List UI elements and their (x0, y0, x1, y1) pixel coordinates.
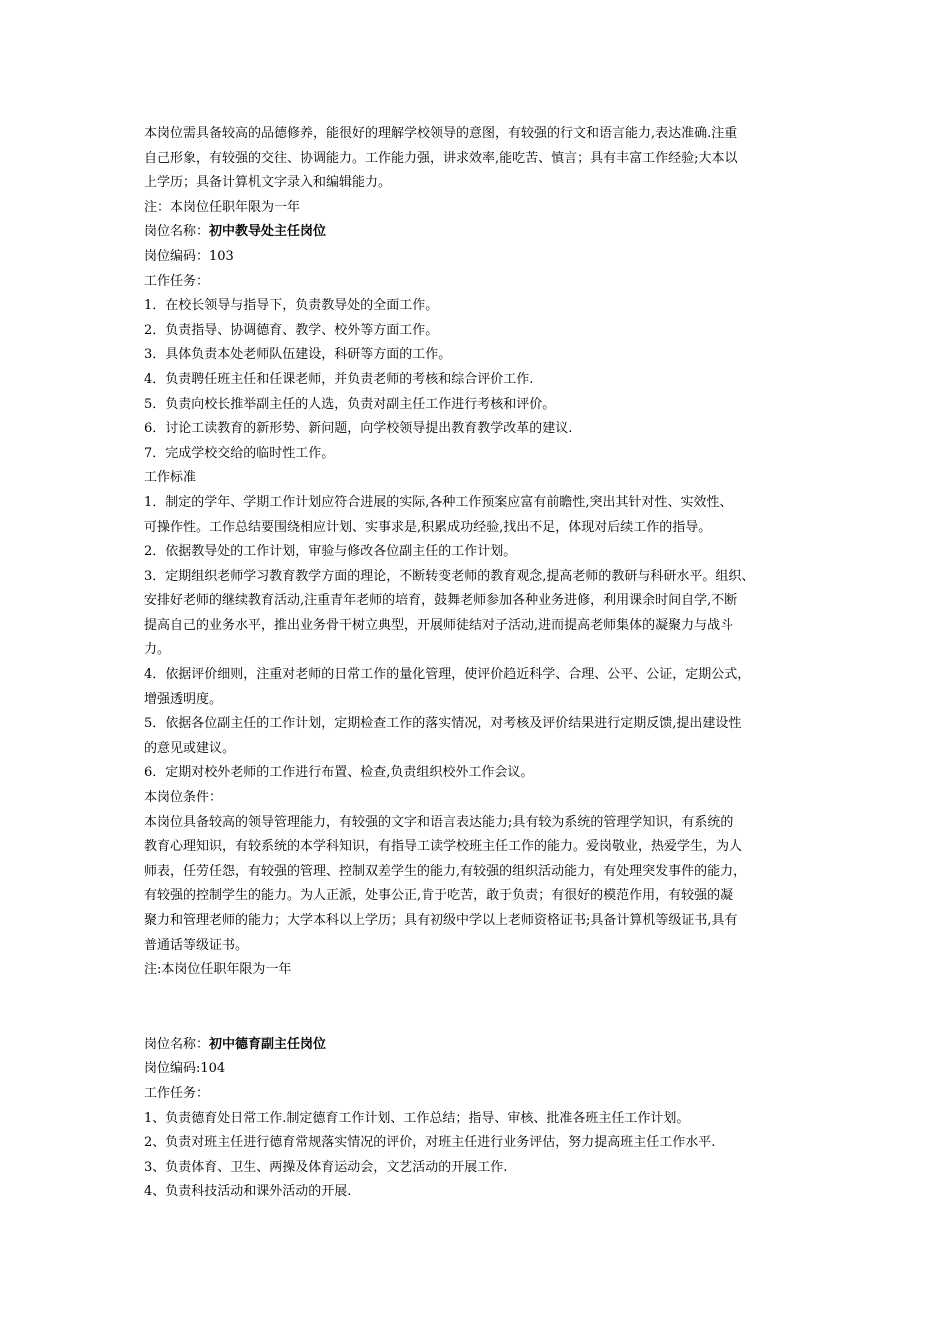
condition-line: 教育心理知识，有较系统的本学科知识，有指导工读学校班主任工作的能力。爱岗敬业，热爱学生，为人 (144, 839, 743, 855)
task-item: 3．具体负责本处老师队伍建设，科研等方面的工作。 (144, 347, 452, 363)
standard-line: 力。 (144, 642, 171, 658)
term-note: 注:本岗位任职年限为一年 (144, 962, 292, 978)
standard-line: 可操作性。工作总结要围绕相应计划、实事求是,积累成功经验,找出不足，体现对后续工作的指导。 (144, 519, 712, 535)
task-item: 2．负责指导、协调德育、教学、校外等方面工作。 (144, 322, 439, 338)
task-item: 3、负责体育、卫生、两操及体育运动会，文艺活动的开展工作. (144, 1159, 508, 1175)
standard-line: 4．依据评价细则，注重对老师的日常工作的量化管理，使评价趋近科学、合理、公平、公证，定期公式， (144, 667, 751, 683)
post-name-label: 岗位名称： (144, 1036, 210, 1052)
post-code: 岗位编码：103 (144, 248, 234, 264)
task-item: 7．完成学校交给的临时性工作。 (144, 445, 335, 461)
task-item: 1、负责德育处日常工作.制定德育工作计划、工作总结；指导、审核、批准各班主任工作计划。 (144, 1110, 690, 1126)
intro-line: 本岗位需具备较高的品德修养，能很好的理解学校领导的意图，有较强的行文和语言能力,表达准确.注重 (144, 126, 738, 141)
tasks-heading: 工作任务： (144, 1085, 210, 1101)
section-spacer (144, 983, 814, 1033)
post-name-value: 初中教导处主任岗位 (209, 224, 327, 240)
standard-line: 增强透明度。 (144, 691, 223, 707)
term-note: 注：本岗位任职年限为一年 (144, 199, 301, 215)
tasks-heading: 工作任务： (144, 273, 210, 289)
task-item: 1．在校长领导与指导下，负责教导处的全面工作。 (144, 298, 439, 314)
task-item: 6．讨论工读教育的新形势、新问题，向学校领导提出教育教学改革的建议. (144, 421, 573, 437)
document-page (144, 122, 814, 1205)
standard-line: 5．依据各位副主任的工作计划，定期检查工作的落实情况，对考核及评价结果进行定期反馈,提出建设性 (144, 716, 742, 732)
post-code: 岗位编码:104 (144, 1061, 226, 1077)
post-name-value: 初中德育副主任岗位 (209, 1036, 327, 1052)
standard-line: 的意见或建议。 (144, 740, 236, 756)
task-item: 4．负责聘任班主任和任课老师，并负责老师的考核和综合评价工作. (144, 371, 534, 387)
conditions-heading: 本岗位条件： (144, 790, 223, 806)
standard-line: 2．依据教导处的工作计划，审验与修改各位副主任的工作计划。 (144, 544, 517, 560)
standard-line: 安排好老师的继续教育活动,注重青年老师的培育，鼓舞老师参加各种业务进修，利用课余时间自学,不断 (144, 593, 738, 609)
condition-line: 聚力和管理老师的能力；大学本科以上学历；具有初级中学以上老师资格证书;具备计算机等级证书,具有 (144, 913, 738, 928)
standards-heading: 工作标准 (144, 470, 197, 486)
condition-line: 本岗位具备较高的领导管理能力，有较强的文字和语言表达能力;具有较为系统的管理学知识，有系统的 (144, 814, 734, 830)
standard-line: 6．定期对校外老师的工作进行布置、检查,负责组织校外工作会议。 (144, 765, 534, 781)
standard-line: 3．定期组织老师学习教育教学方面的理论，不断转变老师的教育观念,提高老师的教研与科研水平。组织、 (144, 568, 755, 584)
condition-line: 师表，任劳任怨，有较强的管理、控制双差学生的能力,有较强的组织活动能力，有处理突发事件的能力， (144, 863, 747, 879)
post-name (144, 220, 814, 245)
task-item: 4、负责科技活动和课外活动的开展. (144, 1184, 352, 1200)
task-item: 5．负责向校长推举副主任的人选，负责对副主任工作进行考核和评价。 (144, 396, 556, 412)
intro-line: 自己形象，有较强的交往、协调能力。工作能力强，讲求效率,能吃苦、慎言；具有丰富工作经验;大本以 (144, 150, 738, 166)
post-name (144, 1033, 814, 1058)
task-item: 2、负责对班主任进行德育常规落实情况的评价，对班主任进行业务评估，努力提高班主任工作水平. (144, 1135, 716, 1151)
post-name-label: 岗位名称： (144, 224, 210, 240)
condition-line: 有较强的控制学生的能力。为人正派，处事公正,肯于吃苦，敢于负责；有很好的模范作用，有较强的凝 (144, 888, 734, 904)
standard-line: 1．制定的学年、学期工作计划应符合进展的实际,各种工作预案应富有前瞻性,突出其针对性、实效性、 (144, 494, 733, 510)
intro-line: 上学历；具备计算机文字录入和编辑能力。 (144, 175, 392, 191)
standard-line: 提高自己的业务水平，推出业务骨干树立典型，开展师徒结对子活动,进而提高老师集体的凝聚力与战斗 (144, 617, 734, 633)
condition-line: 普通话等级证书。 (144, 937, 249, 953)
